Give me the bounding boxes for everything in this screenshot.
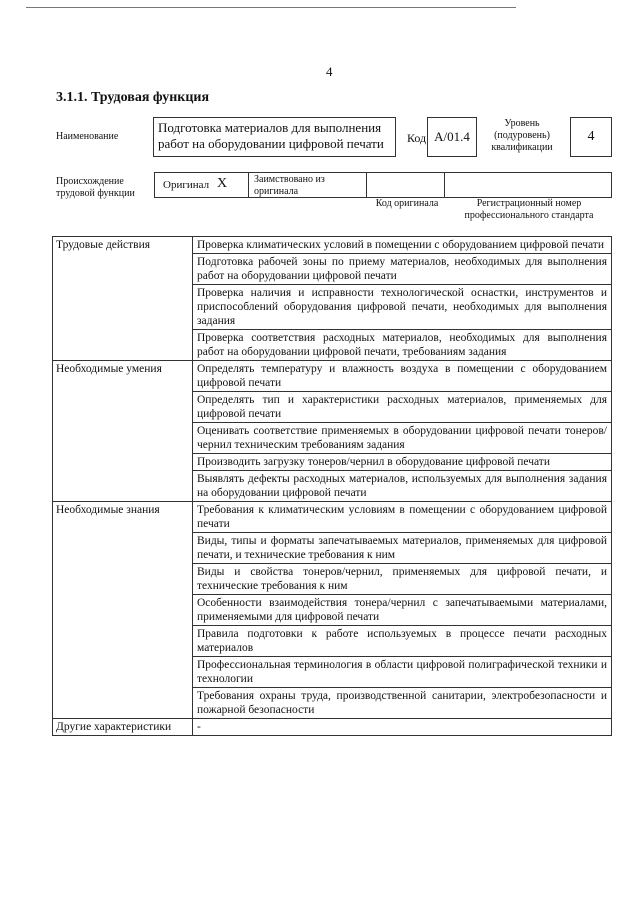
name-label: Наименование	[56, 131, 119, 142]
row-item: Проверка соответствия расходных материалов, необходимых для выполнения работ на оборудовании цифровой печати, требованиям задания	[193, 330, 612, 361]
section-title: 3.1.1. Трудовая функция	[56, 90, 210, 105]
code-value-box: A/01.4	[427, 117, 477, 157]
page-number: 4	[326, 64, 333, 79]
borrowed-cell	[249, 173, 367, 197]
reg-number-label: Регистрационный номер профессионального стандарта	[464, 198, 594, 221]
qualification-level-label: Уровень (подуровень) квалификации	[491, 118, 553, 153]
origin-row	[154, 172, 612, 198]
function-name-box: Подготовка материалов для выполнения работ на оборудовании цифровой печати	[153, 117, 396, 157]
original-cell	[155, 173, 249, 197]
code-original-label: Код оригинала	[375, 198, 439, 209]
reg-number-cell	[445, 173, 613, 197]
row-item: -	[193, 719, 612, 736]
row-category-label: Другие характеристики	[53, 719, 193, 736]
origin-label: Происхождение трудовой функции	[56, 176, 135, 199]
row-item: Особенности взаимодействия тонера/чернил с запечатываемыми материалами, применяемыми для цифровой печати	[193, 595, 612, 626]
row-item: Определять температуру и влажность воздуха в помещении с оборудованием цифровой печати	[193, 361, 612, 392]
table-row	[53, 719, 612, 736]
table-row	[53, 237, 612, 254]
row-item: Проверка климатических условий в помещении с оборудованием цифровой печати	[193, 237, 612, 254]
row-item: Виды и свойства тонеров/чернил, применяемых для цифровой печати, и технические требования к ним	[193, 564, 612, 595]
row-item: Виды, типы и форматы запечатываемых материалов, применяемых для цифровой печати, и технические требования к ним	[193, 533, 612, 564]
row-item: Проверка наличия и исправности технологической оснастки, инструментов и приспособлений оборудования цифровой печати, необходимых для выполнения задания	[193, 285, 612, 330]
original-mark: X	[217, 176, 228, 191]
table-row	[53, 502, 612, 533]
row-category-label: Необходимые умения	[53, 361, 193, 502]
top-border-line	[26, 7, 516, 8]
row-item: Производить загрузку тонеров/чернил в оборудование цифровой печати	[193, 454, 612, 471]
function-table	[52, 236, 612, 736]
row-item: Определять тип и характеристики расходных материалов, применяемых для цифровой печати	[193, 392, 612, 423]
row-item: Правила подготовки к работе используемых в процессе печати расходных материалов	[193, 626, 612, 657]
row-item: Профессиональная терминология в области цифровой полиграфической техники и технологии	[193, 657, 612, 688]
borrowed-label: Заимствовано из оригинала	[254, 174, 325, 197]
row-item: Оценивать соответствие применяемых в оборудовании цифровой печати тонеров/чернил техническим требованиям задания	[193, 423, 612, 454]
row-item: Подготовка рабочей зоны по приему материалов, необходимых для выполнения работ на оборудовании цифровой печати	[193, 254, 612, 285]
row-item: Требования охраны труда, производственной санитарии, электробезопасности и пожарной безопасности	[193, 688, 612, 719]
row-item: Выявлять дефекты расходных материалов, используемых для выполнения задания на оборудовании цифровой печати	[193, 471, 612, 502]
row-category-label: Трудовые действия	[53, 237, 193, 361]
table-row	[53, 361, 612, 392]
row-category-label: Необходимые знания	[53, 502, 193, 719]
original-label: Оригинал	[163, 179, 210, 191]
row-item: Требования к климатическим условиям в помещении с оборудованием цифровой печати	[193, 502, 612, 533]
qualification-level-box: 4	[570, 117, 612, 157]
code-label: Код	[407, 131, 427, 145]
original-code-cell	[367, 173, 445, 197]
